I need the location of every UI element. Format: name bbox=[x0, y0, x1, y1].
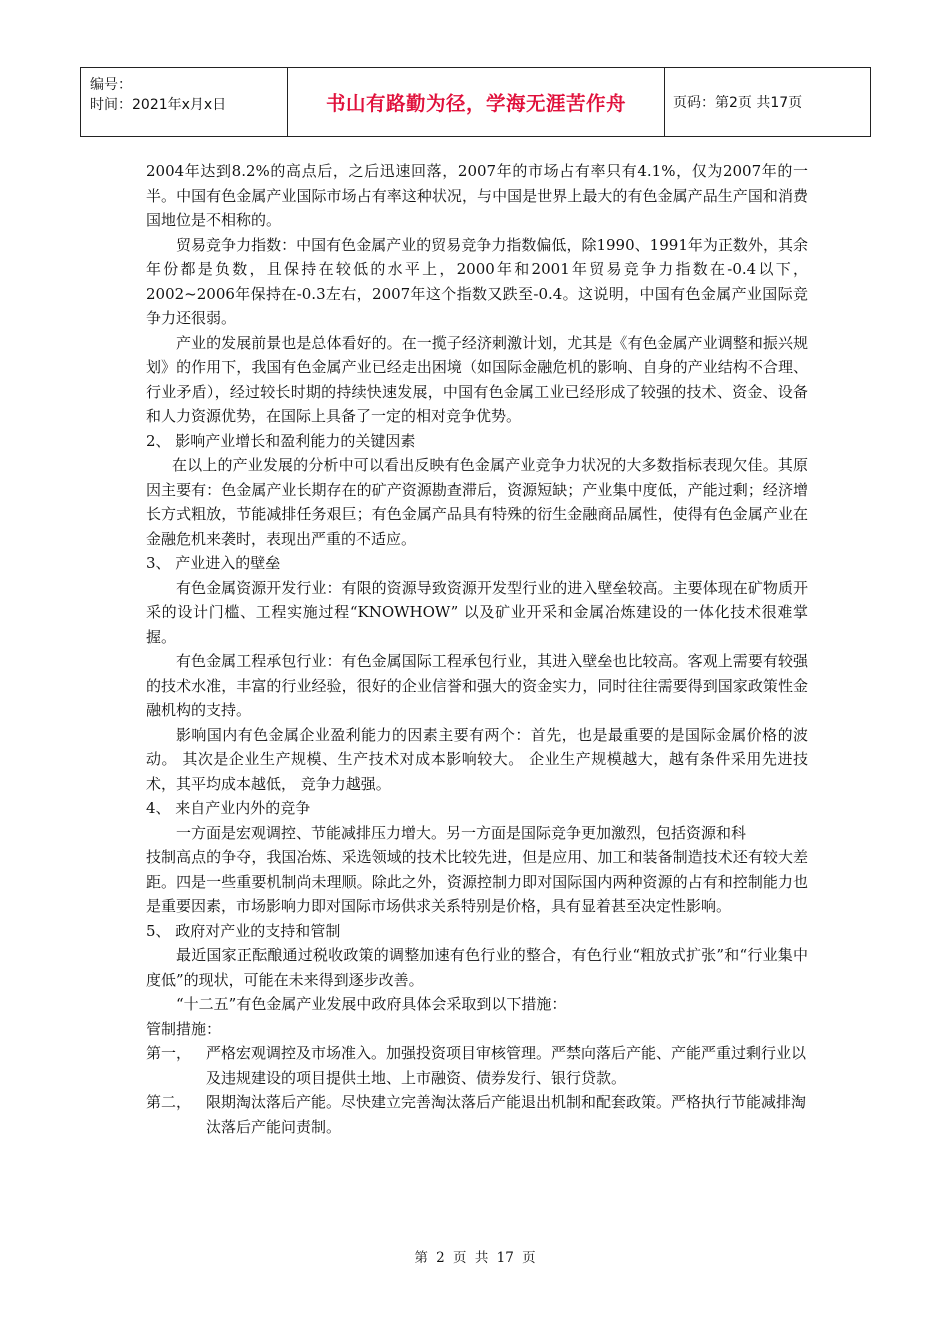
paragraph: 最近国家正酝酿通过税收政策的调整加速有色行业的整合，有色行业“粗放式扩张”和“行业集中度低”的现状，可能在未来得到逐步改善。 bbox=[146, 946, 808, 989]
header-page-code: 页码：第2页 共17页 bbox=[665, 68, 871, 137]
paragraph: 一方面是宏观调控、节能减排压力增大。另一方面是国际竞争更加激烈，包括资源和科 bbox=[176, 823, 747, 842]
section-heading: 3、 产业进入的壁垒 bbox=[146, 554, 281, 572]
paragraph: 有色金属工程承包行业：有色金属国际工程承包行业，其进入壁垒也比较高。客观上需要有较强的技术水准，丰富的行业经验，很好的企业信誉和强大的资金实力，同时往往需要得到国家政策性金融机构的支持。 bbox=[146, 652, 808, 719]
list-item-text: 限期淘汰落后产能。尽快建立完善淘汰落后产能退出机制和配套政策。严格执行节能减排淘汰落后产能问责制。 bbox=[206, 1093, 807, 1136]
section-heading: 2、 影响产业增长和盈利能力的关键因素 bbox=[146, 431, 416, 450]
paragraph: 管制措施： bbox=[146, 1019, 222, 1038]
document-body bbox=[146, 159, 808, 1139]
header-motto: 书山有路勤为径，学海无涯苦作舟 bbox=[288, 68, 665, 137]
paragraph: 在以上的产业发展的分析中可以看出反映有色金属产业竞争力状况的大多数指标表现欠佳。其原因主要有：色金属产业长期存在的矿产资源勘查滞后，资源短缺；产业集中度低，产能过剩；经济增长方式粗放，节能减排任务艰巨；有色金属产品具有特殊的衍生金融商品属性，使得有色金属产业在金融危机来袭时，表现出严重的不适应。 bbox=[146, 456, 808, 548]
list-item-label: 第一， bbox=[146, 1044, 192, 1062]
page-header bbox=[80, 67, 871, 137]
document-number-label: 编号： bbox=[90, 77, 132, 93]
list-item-label: 第二， bbox=[146, 1093, 192, 1111]
paragraph: 影响国内有色金属企业盈利能力的因素主要有两个：首先，也是最重要的是国际金属价格的波动。 其次是企业生产规模、生产技术对成本影响较大。 企业生产规模越大，越有条件采用先进技术，其平均成本越低， 竞争力越强。 bbox=[146, 725, 808, 793]
list-item bbox=[146, 1041, 808, 1090]
page-footer: 第 2 页 共 17 页 bbox=[414, 1250, 536, 1266]
paragraph: 技制高点的争夺，我国冶炼、采选领域的技术比较先进，但是应用、加工和装备制造技术还有较大差距。四是一些重要机制尚未理顺。除此之外，资源控制力即对国际国内两种资源的占有和控制能力也是重要因素，市场影响力即对国际市场供求关系特别是价格，具有显着甚至决定性影响。 bbox=[146, 848, 808, 915]
paragraph: “十二五”有色金属产业发展中政府具体会采取到以下措施： bbox=[176, 995, 567, 1013]
list-item-text: 严格宏观调控及市场准入。加强投资项目审核管理。严禁向落后产能、产能严重过剩行业以及违规建设的项目提供土地、上市融资、债券发行、银行贷款。 bbox=[206, 1044, 807, 1087]
section-heading: 5、 政府对产业的支持和管制 bbox=[146, 921, 341, 940]
paragraph: 有色金属资源开发行业：有限的资源导致资源开发型行业的进入壁垒较高。主要体现在矿物质开采的设计门槛、工程实施过程“KNOWHOW” 以及矿业开采和金属冶炼建设的一体化技术很难掌握。 bbox=[146, 578, 808, 646]
paragraph: 产业的发展前景也是总体看好的。在一揽子经济刺激计划，尤其是《有色金属产业调整和振兴规划》的作用下，我国有色金属产业已经走出困境（如国际金融危机的影响、自身的产业结构不合理、行业矛盾），经过较长时期的持续快速发展，中国有色金属工业已经形成了较强的技术、资金、设备和人力资源优势，在国际上具备了一定的相对竞争优势。 bbox=[146, 333, 808, 425]
list-item bbox=[146, 1090, 808, 1139]
paragraph: 贸易竞争力指数：中国有色金属产业的贸易竞争力指数偏低，除1990、1991年为正数外，其余年份都是负数，且保持在较低的水平上，2000年和2001年贸易竞争力指数在-0.4以下，2002~2006年保持在-0.3左右，2007年这个指数又跌至-0.4。这说明，中国有色金属产业国际竞争力还很弱。 bbox=[146, 235, 808, 327]
section-heading: 4、 来自产业内外的竞争 bbox=[146, 799, 311, 817]
paragraph: 2004年达到8.2%的高点后，之后迅速回落，2007年的市场占有率只有4.1%，仅为2007年的一半。中国有色金属产业国际市场占有率这种状况，与中国是世界上最大的有色金属产品生产国和消费国地位是不相称的。 bbox=[146, 162, 808, 229]
document-date-label: 时间：2021年x月x日 bbox=[90, 97, 227, 113]
header-meta-cell bbox=[81, 68, 288, 137]
